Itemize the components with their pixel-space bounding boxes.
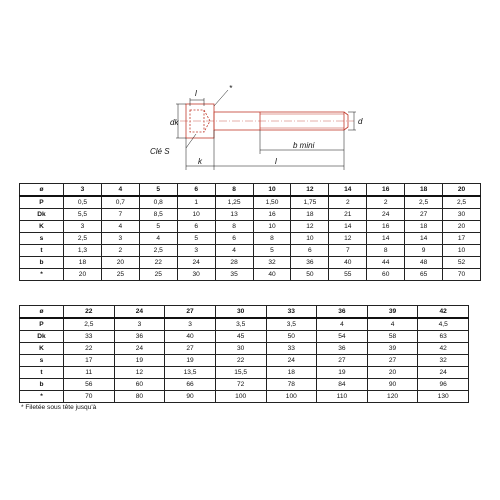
column-header: 4	[101, 184, 139, 197]
screw-technical-drawing	[150, 82, 370, 174]
table-cell: 19	[165, 355, 216, 367]
table-cell: 9	[405, 245, 443, 257]
table-cell: 4	[317, 318, 368, 331]
table-cell: 15,5	[215, 367, 266, 379]
column-header: 3	[64, 184, 102, 197]
table-cell: 21	[329, 209, 367, 221]
table-cell: 1,3	[64, 245, 102, 257]
table-cell: 35	[215, 269, 253, 281]
table-cell: 16	[253, 209, 291, 221]
table-cell: 20	[367, 367, 418, 379]
table-cell: 100	[266, 391, 317, 403]
table-cell: 36	[291, 257, 329, 269]
table-cell: 24	[418, 367, 469, 379]
table-cell: 19	[317, 367, 368, 379]
table-cell: 4	[101, 221, 139, 233]
table-cell: 27	[367, 355, 418, 367]
table-cell: 14	[367, 233, 405, 245]
table-cell: 36	[317, 343, 368, 355]
table-cell: 65	[405, 269, 443, 281]
table-cell: 3	[114, 318, 165, 331]
table-cell: 100	[215, 391, 266, 403]
table-cell: 7	[329, 245, 367, 257]
table-cell: 25	[139, 269, 177, 281]
table-cell: 0,8	[139, 196, 177, 209]
table-cell: 24	[114, 343, 165, 355]
table-cell: 58	[367, 331, 418, 343]
label-l-top: l	[195, 89, 197, 98]
table-cell: 10	[443, 245, 481, 257]
row-label: K	[20, 343, 64, 355]
table-cell: 39	[367, 343, 418, 355]
table-cell: 14	[329, 221, 367, 233]
label-d: d	[358, 117, 363, 126]
table-cell: 55	[329, 269, 367, 281]
label-b-mini: b mini	[293, 141, 315, 150]
table-cell: 78	[266, 379, 317, 391]
table-cell: 27	[317, 355, 368, 367]
table-cell: 60	[367, 269, 405, 281]
column-header: 30	[215, 306, 266, 319]
label-dk: dk	[170, 118, 179, 127]
table-cell: 8	[253, 233, 291, 245]
table-row	[20, 233, 481, 245]
table-cell: 3,5	[266, 318, 317, 331]
table-cell: 3	[101, 233, 139, 245]
table-row	[20, 367, 469, 379]
table-cell: 3,5	[215, 318, 266, 331]
table-cell: 0,5	[64, 196, 102, 209]
table-cell: 1,75	[291, 196, 329, 209]
table-cell: 44	[367, 257, 405, 269]
table-cell: 32	[253, 257, 291, 269]
table-row	[20, 379, 469, 391]
table-cell: 22	[139, 257, 177, 269]
table-cell: 22	[64, 343, 115, 355]
row-label: b	[20, 379, 64, 391]
table-cell: 5,5	[64, 209, 102, 221]
table-cell: 10	[253, 221, 291, 233]
table-cell: 8,5	[139, 209, 177, 221]
table-cell: 20	[101, 257, 139, 269]
column-header: 20	[443, 184, 481, 197]
column-header: 36	[317, 306, 368, 319]
table-cell: 70	[64, 391, 115, 403]
table-cell: 17	[443, 233, 481, 245]
row-label: K	[20, 221, 64, 233]
column-header: 33	[266, 306, 317, 319]
table-cell: 24	[367, 209, 405, 221]
table-row	[20, 391, 469, 403]
column-header: 8	[215, 184, 253, 197]
table-cell: 11	[64, 367, 115, 379]
table-cell: 72	[215, 379, 266, 391]
table-cell: 18	[64, 257, 102, 269]
header-symbol: ø	[20, 306, 64, 319]
table-cell: 16	[367, 221, 405, 233]
table-cell: 50	[266, 331, 317, 343]
table-cell: 12	[291, 221, 329, 233]
table-cell: 2,5	[139, 245, 177, 257]
column-header: 18	[405, 184, 443, 197]
table-cell: 2	[101, 245, 139, 257]
table-cell: 84	[317, 379, 368, 391]
table-cell: 40	[165, 331, 216, 343]
table-cell: 50	[291, 269, 329, 281]
table-cell: 27	[405, 209, 443, 221]
row-label: P	[20, 196, 64, 209]
table-cell: 5	[253, 245, 291, 257]
table-cell: 48	[405, 257, 443, 269]
table-cell: 27	[165, 343, 216, 355]
table-cell: 2,5	[64, 233, 102, 245]
table-cell: 8	[367, 245, 405, 257]
column-header: 5	[139, 184, 177, 197]
table-cell: 6	[215, 233, 253, 245]
table-cell: 18	[405, 221, 443, 233]
table-cell: 18	[266, 367, 317, 379]
table-cell: 110	[317, 391, 368, 403]
table-cell: 12	[114, 367, 165, 379]
table-cell: 80	[114, 391, 165, 403]
table-cell: 17	[64, 355, 115, 367]
table-cell: 90	[367, 379, 418, 391]
table-cell: 4	[139, 233, 177, 245]
table-cell: 7	[101, 209, 139, 221]
table-cell: 1	[177, 196, 215, 209]
row-label: t	[20, 245, 64, 257]
table-cell: 66	[165, 379, 216, 391]
row-label: P	[20, 318, 64, 331]
table-cell: 96	[418, 379, 469, 391]
table-cell: 63	[418, 331, 469, 343]
table-cell: 6	[291, 245, 329, 257]
label-k: k	[198, 157, 202, 166]
table-cell: 24	[266, 355, 317, 367]
row-label: *	[20, 391, 64, 403]
column-header: 6	[177, 184, 215, 197]
column-header: 39	[367, 306, 418, 319]
table-cell: 33	[266, 343, 317, 355]
table-cell: 25	[101, 269, 139, 281]
label-star: *	[229, 84, 233, 93]
row-label: s	[20, 233, 64, 245]
table-cell: 36	[114, 331, 165, 343]
column-header: 42	[418, 306, 469, 319]
table-cell: 13,5	[165, 367, 216, 379]
dimensions-table-small	[19, 183, 481, 281]
table-cell: 20	[64, 269, 102, 281]
table-cell: 33	[64, 331, 115, 343]
table-cell: 52	[443, 257, 481, 269]
table-cell: 3	[165, 318, 216, 331]
table-cell: 12	[329, 233, 367, 245]
header-symbol: ø	[20, 184, 64, 197]
table-cell: 3	[64, 221, 102, 233]
table-cell: 2	[367, 196, 405, 209]
table-cell: 4	[367, 318, 418, 331]
leader-star	[214, 90, 228, 106]
table-row	[20, 221, 481, 233]
table-cell: 4	[215, 245, 253, 257]
table-row	[20, 245, 481, 257]
table-row	[20, 331, 469, 343]
label-cle-s: Clé S	[150, 147, 170, 156]
column-header: 22	[64, 306, 115, 319]
table-cell: 28	[215, 257, 253, 269]
footnote: * Filetée sous tête jusqu'à	[21, 404, 97, 411]
table-row	[20, 257, 481, 269]
table-cell: 90	[165, 391, 216, 403]
table-cell: 6	[177, 221, 215, 233]
table-cell: 5	[177, 233, 215, 245]
table-cell: 32	[418, 355, 469, 367]
table-cell: 1,50	[253, 196, 291, 209]
row-label: s	[20, 355, 64, 367]
leader-cle	[186, 134, 196, 148]
table-row	[20, 196, 481, 209]
table-cell: 22	[215, 355, 266, 367]
table-cell: 5	[139, 221, 177, 233]
column-header: 14	[329, 184, 367, 197]
table-cell: 70	[443, 269, 481, 281]
table-cell: 40	[253, 269, 291, 281]
table-cell: 2	[329, 196, 367, 209]
row-label: Dk	[20, 331, 64, 343]
table-row	[20, 209, 481, 221]
table-cell: 0,7	[101, 196, 139, 209]
table-row	[20, 343, 469, 355]
column-header: 10	[253, 184, 291, 197]
table-cell: 13	[215, 209, 253, 221]
table-cell: 130	[418, 391, 469, 403]
table-cell: 60	[114, 379, 165, 391]
dimensions-table-large	[19, 305, 469, 403]
row-label: b	[20, 257, 64, 269]
row-label: *	[20, 269, 64, 281]
column-header: 16	[367, 184, 405, 197]
table-row	[20, 269, 481, 281]
table-cell: 56	[64, 379, 115, 391]
table-row	[20, 355, 469, 367]
table-cell: 40	[329, 257, 367, 269]
table-cell: 2,5	[64, 318, 115, 331]
column-header: 27	[165, 306, 216, 319]
table-cell: 42	[418, 343, 469, 355]
table-cell: 10	[177, 209, 215, 221]
table-cell: 3	[177, 245, 215, 257]
table-cell: 54	[317, 331, 368, 343]
table-cell: 30	[177, 269, 215, 281]
table-cell: 2,5	[405, 196, 443, 209]
table-cell: 2,5	[443, 196, 481, 209]
column-header: 12	[291, 184, 329, 197]
table-cell: 18	[291, 209, 329, 221]
table-cell: 24	[177, 257, 215, 269]
table-cell: 14	[405, 233, 443, 245]
table-cell: 45	[215, 331, 266, 343]
label-l-bottom: l	[275, 157, 277, 166]
table-cell: 19	[114, 355, 165, 367]
table-header-row	[20, 306, 469, 319]
table-row	[20, 318, 469, 331]
table-cell: 30	[215, 343, 266, 355]
table-header-row	[20, 184, 481, 197]
table-cell: 20	[443, 221, 481, 233]
table-cell: 120	[367, 391, 418, 403]
column-header: 24	[114, 306, 165, 319]
table-cell: 8	[215, 221, 253, 233]
row-label: t	[20, 367, 64, 379]
table-cell: 10	[291, 233, 329, 245]
table-cell: 30	[443, 209, 481, 221]
table-cell: 1,25	[215, 196, 253, 209]
table-cell: 4,5	[418, 318, 469, 331]
row-label: Dk	[20, 209, 64, 221]
